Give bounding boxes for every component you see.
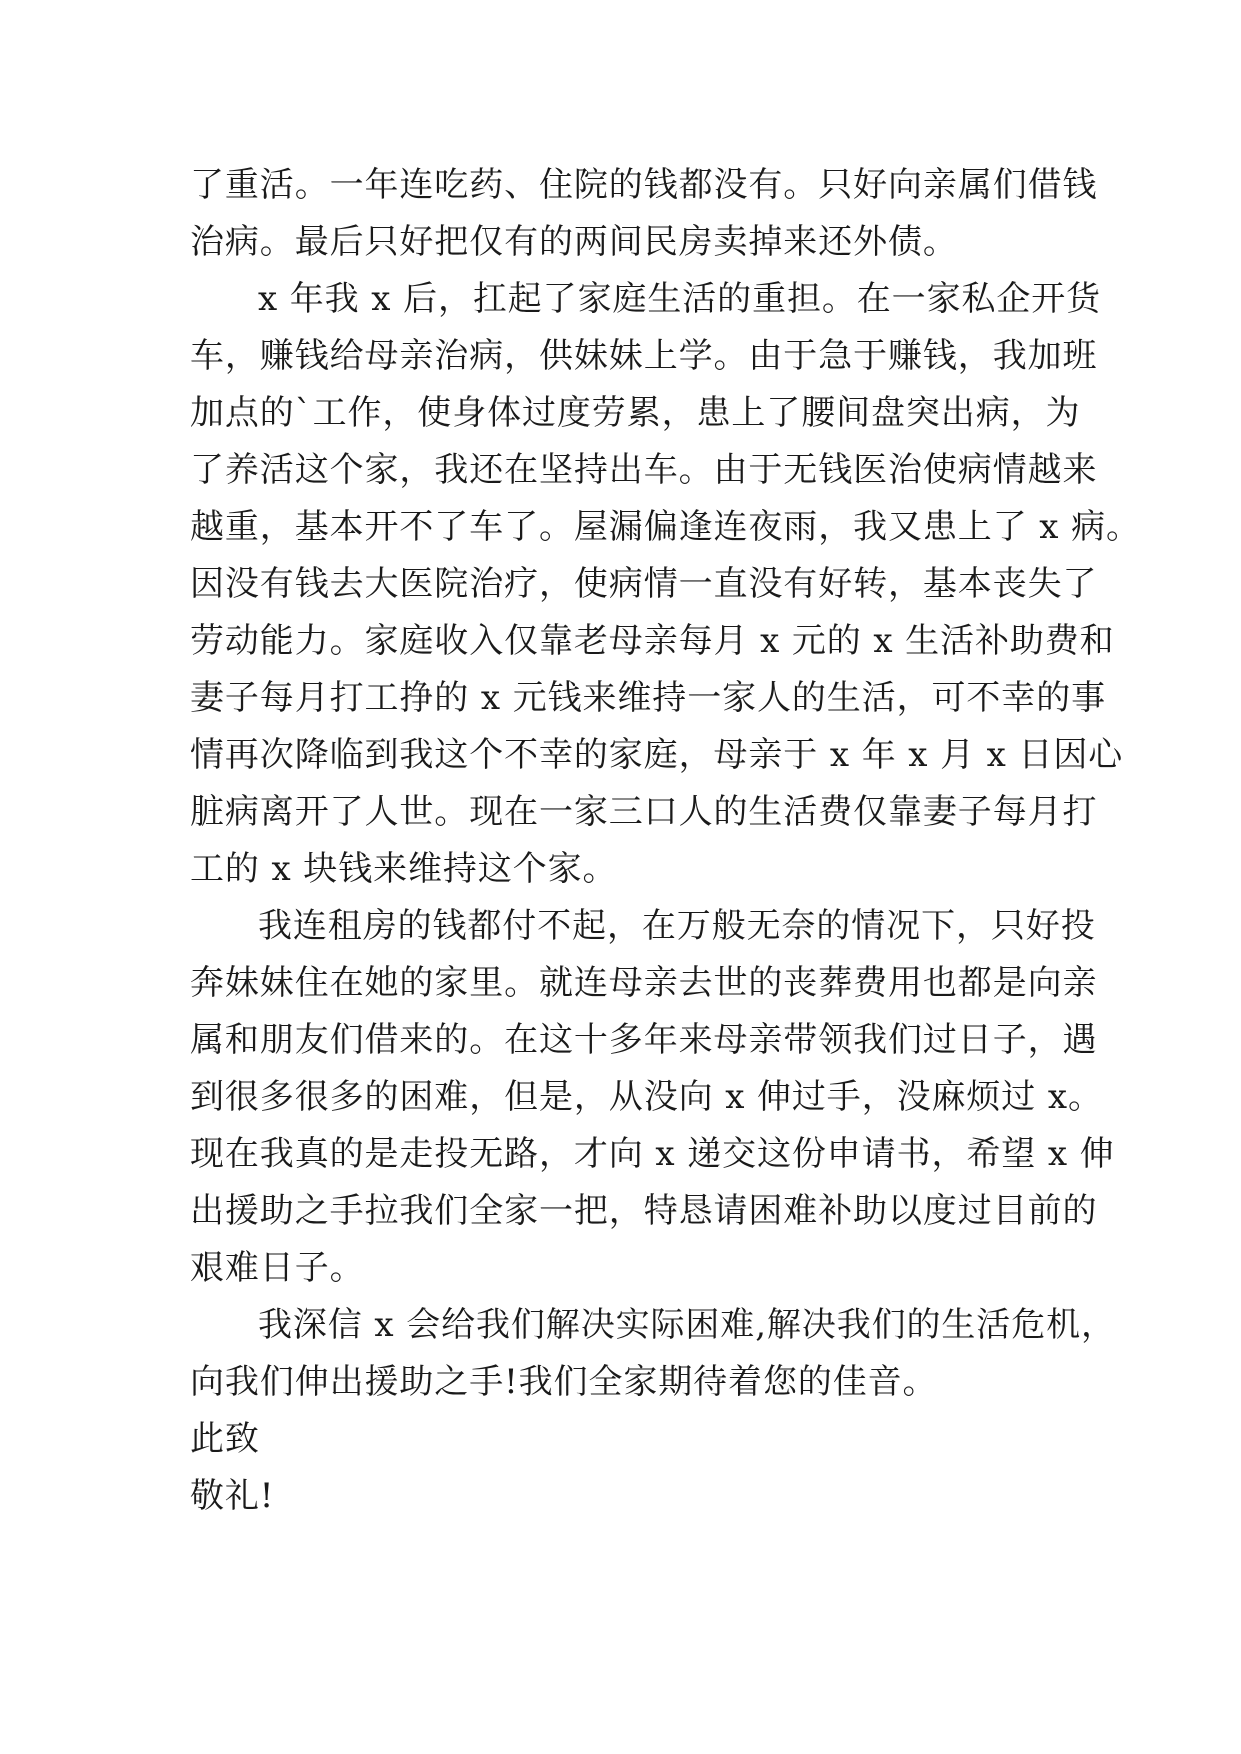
text-line: 越重，基本开不了车了。屋漏偏逢连夜雨，我又患上了 x 病。 [190,507,1141,547]
text-line: 我连租房的钱都付不起，在万般无奈的情况下，只好投 [258,906,1096,946]
text-line: 属和朋友们借来的。在这十多年来母亲带领我们过日子，遇 [190,1020,1098,1060]
text-line: 情再次降临到我这个不幸的家庭，母亲于 x 年 x 月 x 日因心 [190,735,1124,775]
text-line: 妻子每月打工挣的 x 元钱来维持一家人的生活，可不幸的事 [190,678,1106,718]
text-line: x 年我 x 后，扛起了家庭生活的重担。在一家私企开货 [258,279,1102,319]
text-line: 脏病离开了人世。现在一家三口人的生活费仅靠妻子每月打 [190,792,1098,832]
text-line: 治病。最后只好把仅有的两间民房卖掉来还外债。 [190,222,958,262]
text-line: 车，赚钱给母亲治病，供妹妹上学。由于急于赚钱，我加班 [190,336,1098,376]
text-line: 此致 [190,1419,260,1459]
text-line: 现在我真的是走投无路，才向 x 递交这份申请书，希望 x 伸 [190,1134,1115,1174]
letter-body [190,157,1141,1525]
text-line: 敬礼! [190,1476,275,1516]
text-line: 艰难日子。 [190,1248,365,1288]
text-line: 出援助之手拉我们全家一把，特恳请困难补助以度过目前的 [190,1191,1098,1231]
text-line: 劳动能力。家庭收入仅靠老母亲每月 x 元的 x 生活补助费和 [190,621,1115,661]
text-line: 因没有钱去大医院治疗，使病情一直没有好转，基本丧失了 [190,564,1098,604]
text-line: 到很多很多的困难，但是，从没向 x 伸过手，没麻烦过 x。 [190,1077,1103,1117]
text-line: 工的 x 块钱来维持这个家。 [190,849,618,889]
text-line: 了重活。一年连吃药、住院的钱都没有。只好向亲属们借钱 [190,165,1098,205]
text-line: 了养活这个家，我还在坚持出车。由于无钱医治使病情越来 [190,450,1098,490]
text-line: 向我们伸出援助之手!我们全家期待着您的佳音。 [190,1362,938,1402]
text-line: 加点的`工作，使身体过度劳累，患上了腰间盘突出病，为 [190,393,1081,433]
text-line: 奔妹妹住在她的家里。就连母亲去世的丧葬费用也都是向亲 [190,963,1098,1003]
text-line: 我深信 x 会给我们解决实际困难,解决我们的生活危机， [258,1305,1116,1345]
